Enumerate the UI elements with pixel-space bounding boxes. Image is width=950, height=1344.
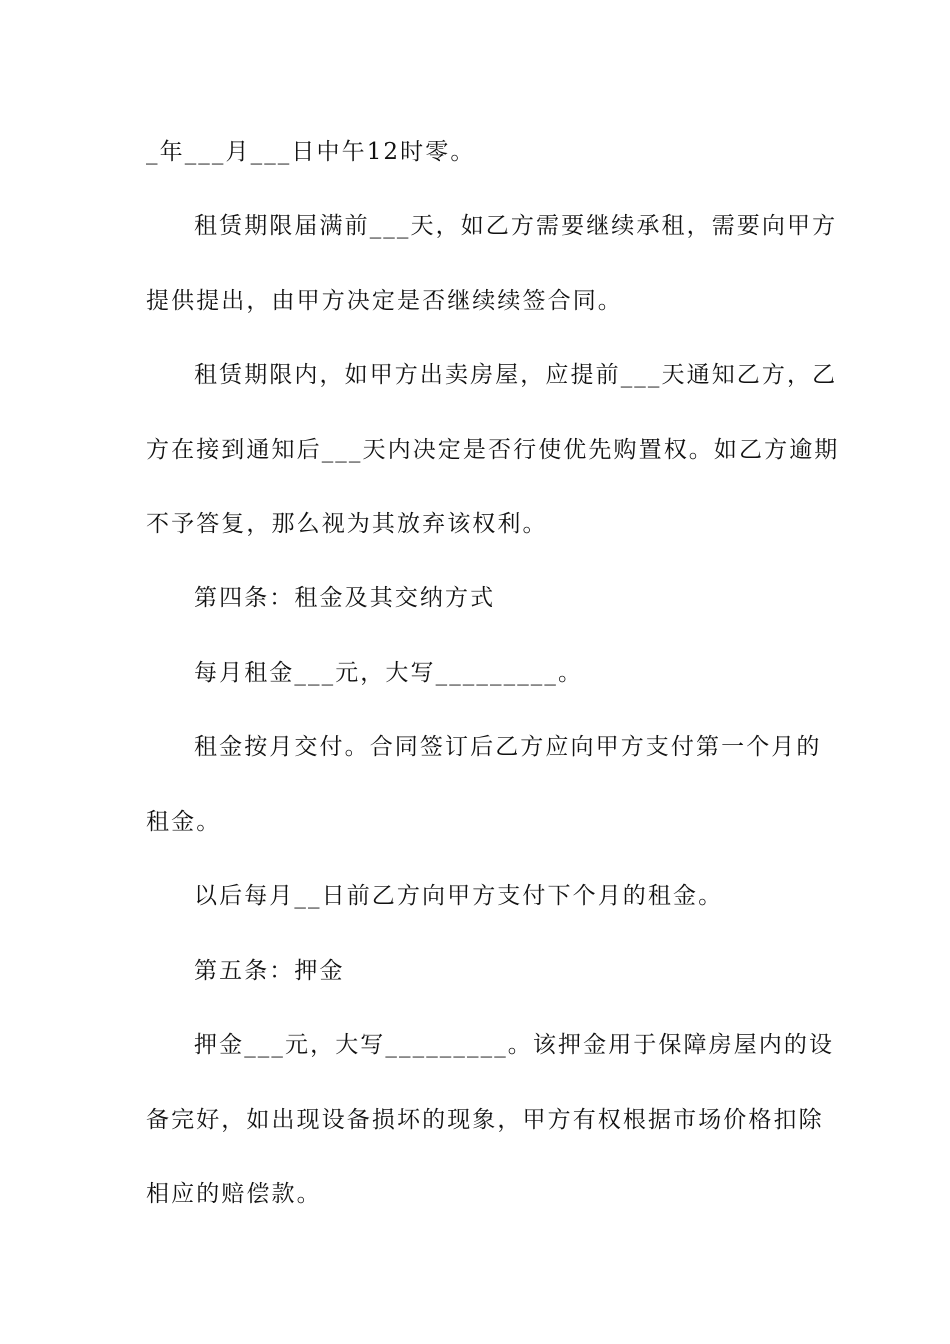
text-line: 提供提出，由甲方决定是否继续续签合同。 (146, 288, 623, 314)
text-line: 方在接到通知后___天内决定是否行使优先购置权。如乙方逾期 (146, 437, 840, 463)
text-line: 租赁期限内，如甲方出卖房屋，应提前___天通知乙方，乙 (194, 362, 838, 388)
text-line: 不予答复，那么视为其放弃该权利。 (146, 511, 548, 537)
section-heading: 第四条：租金及其交纳方式 (194, 585, 496, 611)
text-line: 以后每月__日前乙方向甲方支付下个月的租金。 (194, 883, 724, 909)
text-line: 租金。 (146, 809, 222, 835)
text-line: _年___月___日中午12时零。 (146, 139, 476, 165)
text-line: 每月租金___元，大写_________。 (194, 660, 584, 686)
text-line: 押金___元，大写_________。该押金用于保障房屋内的设 (194, 1032, 835, 1058)
text-line: 租赁期限届满前___天，如乙方需要继续承租，需要向甲方 (194, 213, 838, 239)
section-heading: 第五条：押金 (194, 958, 345, 984)
text-line: 租金按月交付。合同签订后乙方应向甲方支付第一个月的 (194, 734, 822, 760)
text-line: 相应的赔偿款。 (146, 1181, 322, 1207)
text-line: 备完好，如出现设备损坏的现象，甲方有权根据市场价格扣除 (146, 1107, 824, 1133)
